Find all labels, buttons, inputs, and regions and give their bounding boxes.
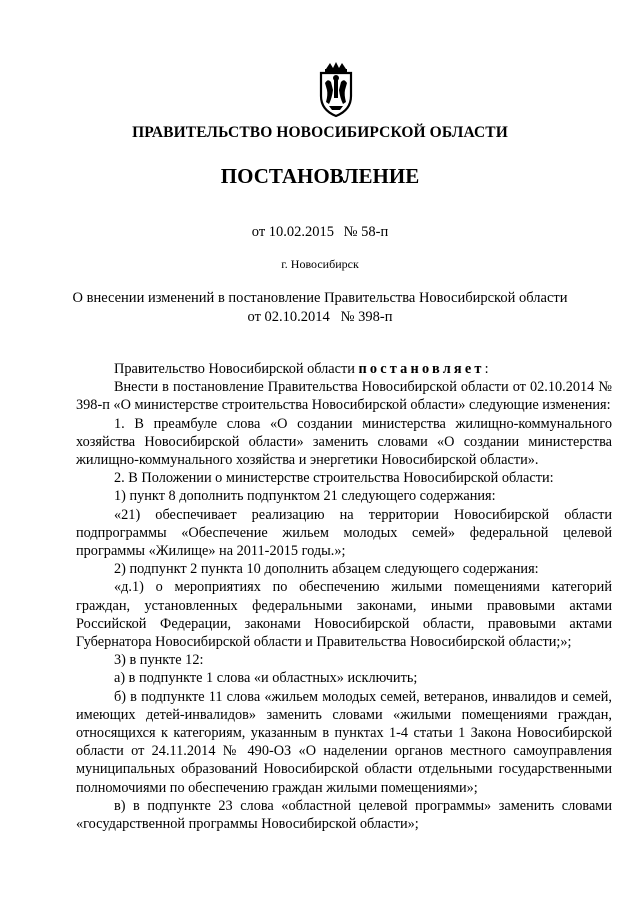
body-paragraph: 3) в пункте 12: [114, 652, 204, 669]
document-city: г. Новосибирск [281, 257, 359, 271]
intro-paragraph [76, 360, 612, 378]
intro-colon: : [484, 361, 489, 377]
document-type-title: ПОСТАНОВЛЕНИЕ [220, 164, 420, 188]
body-paragraph: «21) обеспечивает реализацию на территории Новосибирской области подпрограммы «Обеспечение жильем молодых семей» федеральной целевой программы «Жилище» на 2011-2015 годы.»; [76, 506, 612, 560]
organization-title: ПРАВИТЕЛЬСТВО НОВОСИБИРСКОЙ ОБЛАСТИ [132, 124, 508, 141]
document-number: № 58-п [343, 224, 389, 240]
body-paragraph: Внести в постановление Правительства Новосибирской области от 02.10.2014 № 398-п «О министерстве строительства Новосибирской области» следующие изменения: [76, 379, 612, 414]
subject-line-1: О внесении изменений в постановление Правительства Новосибирской области [72, 290, 568, 306]
body-paragraph: «д.1) о мероприятиях по обеспечению жилыми помещениями категорий граждан, установленных федеральными законами, иными правовыми актами Российской Федерации, законами Новосибирской области, правовыми актами Губернатора Новосибирской области и Правительства Новосибирской области;»; [76, 579, 612, 651]
document-date: от 10.02.2015 [251, 224, 335, 240]
body-paragraph: в) в подпункте 23 слова «областной целевой программы» заменить словами «государственной программы Новосибирской области»; [76, 797, 612, 833]
body-paragraph: 2. В Положении о министерстве строительства Новосибирской области: [114, 470, 554, 487]
body-paragraph: 1. В преамбуле слова «О создании министерства жилищно-коммунального хозяйства Новосибирской области» заменить словами «О создании министерства жилищно-коммунального хозяйства и энергетики Новосибирской области». [76, 415, 612, 469]
coat-of-arms-icon [312, 60, 360, 120]
resolves-word: постановляет [358, 361, 485, 377]
intro-text: Правительство Новосибирской области [114, 361, 359, 377]
body-paragraph: б) в подпункте 11 слова «жильем молодых семей, ветеранов, инвалидов и семей, имеющих детей-инвалидов» заменить словами «жилыми помещениями граждан, относящихся к категориям, указанным в пунктах 1-4 статьи 1 Закона Новосибирской области от 24.11.2014 № 490-ОЗ «О наделении органов местного самоуправления муниципальных образований Новосибирской области отдельными государственными полномочиями по обеспечению граждан жилыми помещениями»; [76, 688, 612, 796]
body-paragraph: 1) пункт 8 дополнить подпунктом 21 следующего содержания: [114, 488, 496, 505]
body-paragraph: а) в подпункте 1 слова «и областных» исключить; [114, 670, 418, 687]
subject-line-2 [40, 308, 600, 327]
document-body [76, 360, 612, 833]
document-date-number [0, 224, 640, 241]
document-subject [40, 289, 600, 327]
subject-date: от 02.10.2014 [247, 309, 330, 325]
subject-number: № 398-п [340, 309, 393, 325]
body-paragraph: 2) подпункт 2 пункта 10 дополнить абзацем следующего содержания: [114, 561, 539, 578]
